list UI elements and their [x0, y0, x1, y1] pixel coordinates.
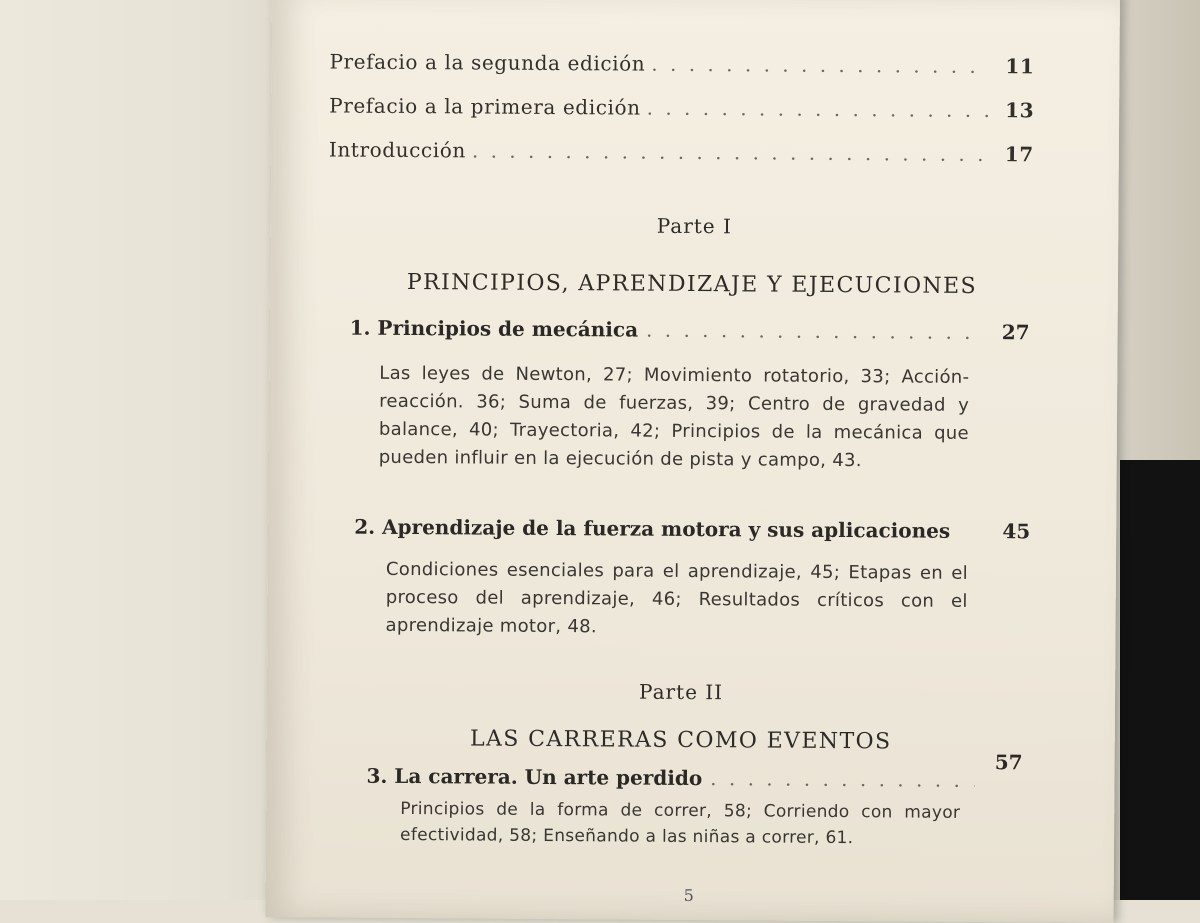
chapter-page: 27 — [1001, 320, 1030, 345]
chapter-entry — [350, 316, 1030, 345]
leader-dots — [651, 52, 988, 78]
leader-dots — [646, 318, 982, 344]
toc-entry-label: Prefacio a la primera edición — [329, 93, 641, 120]
leader-dots — [710, 766, 974, 792]
chapter-summary: Condiciones esenciales para el aprendizaje, 45; Etapas en el proceso del aprendizaje, 46; Resultados críticos con el aprendizaje motor, 48. — [385, 558, 969, 638]
toc-entry — [329, 93, 1034, 122]
toc-entry-page: 17 — [1004, 142, 1034, 167]
part-label: Parte I — [656, 213, 733, 239]
chapter-page: 57 — [994, 750, 1023, 775]
book-page — [266, 0, 1120, 923]
leader-dots — [647, 96, 989, 122]
toc-entry — [329, 137, 1034, 166]
dark-background — [1120, 460, 1200, 900]
chapter-summary: Las leyes de Newton, 27; Movimiento rotatorio, 33; Acción-reacción. 36; Suma de fuerzas, 39; Centro de gravedad y balance, 40; Trayectoria, 42; Principios de la mecánica que pueden influir en la ejecución de pista y campo, 43. — [378, 362, 970, 472]
part-title: PRINCIPIOS, APRENDIZAJE Y EJECUCIONES — [406, 269, 978, 299]
chapter-entry — [366, 750, 1023, 793]
page-number: 5 — [683, 885, 694, 906]
leader-dots — [472, 138, 988, 166]
chapter-title: 2. Aprendizaje de la fuerza motora y sus aplicaciones — [354, 514, 951, 543]
toc-entry-page: 13 — [1005, 98, 1035, 123]
toc-entry — [329, 49, 1034, 78]
chapter-title: 3. La carrera. Un arte perdido — [366, 763, 703, 791]
toc-entry-page: 11 — [1005, 54, 1035, 79]
chapter-entry — [354, 515, 1030, 544]
chapter-title: 1. Principios de mecánica — [349, 315, 639, 342]
chapter-page: 45 — [1002, 519, 1031, 544]
chapter-summary: Principios de la forma de correr, 58; Corriendo con mayor efectividad, 58; Enseñando a las niñas a correr, 61. — [400, 798, 961, 849]
toc-entry-label: Prefacio a la segunda edición — [329, 49, 646, 76]
toc-entry-label: Introducción — [328, 137, 466, 163]
part-title: LAS CARRERAS COMO EVENTOS — [469, 726, 892, 755]
part-label: Parte II — [638, 679, 724, 705]
